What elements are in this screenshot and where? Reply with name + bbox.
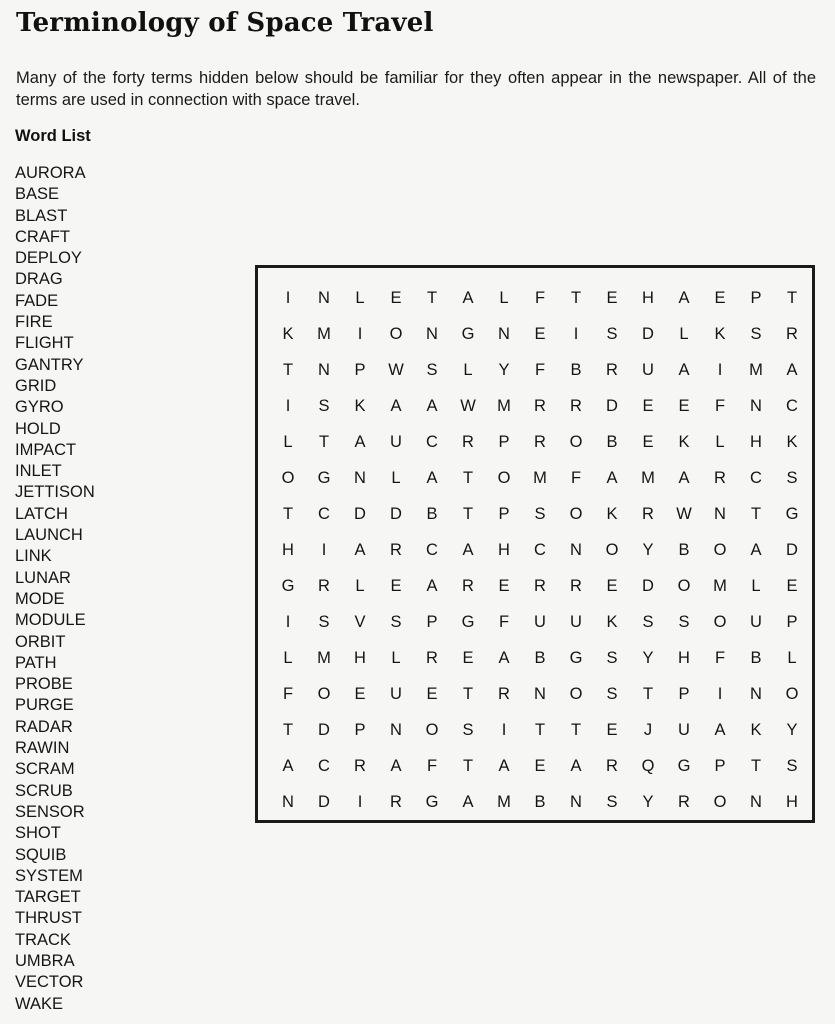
word-list-item: FADE	[15, 291, 59, 310]
grid-letter[interactable]: I	[573, 324, 579, 343]
grid-letter[interactable]: K	[786, 432, 798, 451]
grid-letter[interactable]: L	[355, 576, 365, 595]
grid-letter[interactable]: A	[390, 756, 402, 775]
grid-letter[interactable]: W	[460, 396, 476, 415]
grid-letter[interactable]: M	[749, 360, 763, 379]
grid-letter[interactable]: O	[281, 468, 295, 487]
grid-letter[interactable]: E	[426, 684, 438, 703]
grid-letter[interactable]: E	[642, 396, 654, 415]
grid-letter[interactable]: D	[318, 720, 330, 739]
grid-letter[interactable]: B	[534, 648, 546, 667]
grid-letter[interactable]: R	[318, 576, 330, 595]
word-list-item: GYRO	[15, 398, 64, 417]
grid-letter[interactable]: O	[713, 540, 727, 559]
grid-letter[interactable]: I	[357, 324, 363, 343]
grid-letter[interactable]: E	[354, 684, 366, 703]
grid-letter[interactable]: U	[750, 612, 762, 631]
grid-letter[interactable]: O	[425, 720, 439, 739]
word-list-item: AURORA	[15, 164, 86, 182]
grid-letter[interactable]: N	[354, 468, 366, 487]
grid-letter[interactable]: T	[426, 288, 438, 307]
grid-letter[interactable]: R	[498, 684, 510, 703]
grid-letter[interactable]: N	[426, 324, 438, 343]
grid-letter[interactable]: O	[713, 612, 727, 631]
grid-letter[interactable]: S	[318, 396, 330, 415]
grid-letter[interactable]: D	[642, 576, 654, 595]
grid-letter[interactable]: L	[283, 648, 293, 667]
grid-letter[interactable]: F	[714, 648, 726, 667]
page-title: Terminology of Space Travel	[16, 8, 434, 38]
grid-letter[interactable]: Y	[498, 360, 510, 379]
grid-letter[interactable]: P	[354, 360, 366, 379]
grid-letter[interactable]: R	[462, 576, 474, 595]
grid-letter[interactable]: E	[462, 648, 474, 667]
grid-letter[interactable]: D	[642, 324, 654, 343]
grid-letter[interactable]: Y	[642, 540, 654, 559]
grid-letter[interactable]: U	[678, 720, 690, 739]
grid-letter[interactable]: S	[606, 684, 618, 703]
grid-letter[interactable]: U	[534, 612, 546, 631]
grid-letter[interactable]: F	[534, 360, 546, 379]
grid-letter[interactable]: A	[462, 792, 474, 811]
grid-letter[interactable]: K	[750, 720, 762, 739]
grid-letter[interactable]: T	[462, 468, 474, 487]
grid-letter[interactable]: R	[642, 504, 654, 523]
grid-letter[interactable]: T	[282, 504, 294, 523]
grid-letter[interactable]: P	[354, 720, 366, 739]
intro-paragraph: Many of the forty terms hidden below should be familiar for they often appear in the newspaper. All of the terms are used in connection with space travel.	[16, 69, 816, 109]
word-list-item: INLET	[15, 462, 62, 481]
grid-letter[interactable]: L	[787, 648, 797, 667]
grid-letter[interactable]: P	[426, 612, 438, 631]
word-list-item: HOLD	[15, 419, 61, 438]
grid-letter[interactable]: K	[606, 504, 618, 523]
grid-letter[interactable]: O	[317, 684, 331, 703]
grid-letter[interactable]: S	[642, 612, 654, 631]
word-list-item: IMPACT	[15, 440, 77, 459]
grid-letter[interactable]: L	[355, 288, 365, 307]
grid-letter[interactable]: S	[426, 360, 438, 379]
grid-letter[interactable]: T	[462, 756, 474, 775]
grid-letter[interactable]: P	[750, 288, 762, 307]
grid-letter[interactable]: M	[641, 468, 655, 487]
grid-letter[interactable]: Y	[642, 648, 654, 667]
word-list-item: SHOT	[15, 824, 61, 843]
word-list-item: ORBIT	[15, 632, 66, 651]
grid-letter[interactable]: C	[426, 540, 438, 559]
grid-letter[interactable]: G	[461, 324, 475, 343]
grid-letter[interactable]: N	[318, 360, 330, 379]
grid-letter[interactable]: S	[678, 612, 690, 631]
grid-letter[interactable]: N	[570, 792, 582, 811]
grid-letter[interactable]: A	[282, 756, 294, 775]
grid-letter[interactable]: O	[713, 792, 727, 811]
word-list-item: LUNAR	[15, 568, 71, 587]
grid-letter[interactable]: Y	[642, 792, 654, 811]
grid-letter[interactable]: D	[390, 504, 402, 523]
grid-letter[interactable]: O	[497, 468, 511, 487]
grid-letter[interactable]: U	[570, 612, 582, 631]
grid-letter[interactable]: M	[317, 648, 331, 667]
grid-letter[interactable]: C	[426, 432, 438, 451]
word-list-item: SYSTEM	[15, 866, 83, 885]
grid-letter[interactable]: L	[679, 324, 689, 343]
grid-letter[interactable]: S	[318, 612, 330, 631]
grid-letter[interactable]: A	[678, 468, 690, 487]
word-list-item: SCRAM	[15, 760, 75, 779]
grid-letter[interactable]: E	[534, 756, 546, 775]
word-list	[15, 163, 95, 1015]
grid-letter[interactable]: A	[678, 288, 690, 307]
grid-letter[interactable]: M	[497, 792, 511, 811]
grid-letter[interactable]: H	[354, 648, 366, 667]
grid-letter[interactable]: T	[462, 684, 474, 703]
grid-letter[interactable]: U	[390, 432, 402, 451]
grid-letter[interactable]: T	[570, 720, 582, 739]
grid-letter[interactable]: E	[606, 576, 618, 595]
grid-letter[interactable]: Y	[786, 720, 798, 739]
grid-letter[interactable]: R	[534, 396, 546, 415]
grid-letter[interactable]: L	[499, 288, 509, 307]
word-list-item: LINK	[15, 547, 52, 566]
grid-letter[interactable]: B	[426, 504, 438, 523]
grid-letter[interactable]: I	[717, 684, 723, 703]
grid-letter[interactable]: N	[534, 684, 546, 703]
grid-letter[interactable]: G	[677, 756, 691, 775]
grid-letter[interactable]: K	[282, 324, 294, 343]
grid-letter[interactable]: A	[426, 576, 438, 595]
grid-letter[interactable]: J	[643, 720, 653, 739]
grid-letter[interactable]: L	[751, 576, 761, 595]
word-list-item: JETTISON	[15, 483, 95, 502]
grid-letter[interactable]: W	[676, 504, 692, 523]
grid-letter[interactable]: H	[750, 432, 762, 451]
grid-letter[interactable]: A	[570, 756, 582, 775]
grid-letter[interactable]: G	[461, 612, 475, 631]
grid-letter[interactable]: B	[570, 360, 582, 379]
grid-letter[interactable]: I	[285, 612, 291, 631]
grid-letter[interactable]: D	[786, 540, 798, 559]
grid-letter[interactable]: N	[498, 324, 510, 343]
grid-letter[interactable]: L	[391, 648, 401, 667]
grid-letter[interactable]: O	[785, 684, 799, 703]
grid-letter[interactable]: P	[714, 756, 726, 775]
word-list-item: GRID	[15, 376, 57, 395]
grid-letter[interactable]: A	[426, 468, 438, 487]
word-list-item: SQUIB	[15, 845, 67, 864]
grid-letter[interactable]: T	[282, 720, 294, 739]
grid-letter[interactable]: P	[498, 504, 510, 523]
grid-letter[interactable]: R	[426, 648, 438, 667]
grid-letter[interactable]: L	[283, 432, 293, 451]
grid-letter[interactable]: G	[569, 648, 583, 667]
grid-letter[interactable]: E	[606, 288, 618, 307]
grid-letter[interactable]: D	[318, 792, 330, 811]
grid-letter[interactable]: B	[606, 432, 618, 451]
grid-letter[interactable]: U	[390, 684, 402, 703]
grid-letter[interactable]: Q	[641, 756, 655, 775]
grid-letter[interactable]: A	[462, 288, 474, 307]
grid-letter[interactable]: L	[391, 468, 401, 487]
word-list-item: FLIGHT	[15, 334, 74, 353]
grid-letter[interactable]: O	[605, 540, 619, 559]
grid-letter[interactable]: H	[498, 540, 510, 559]
grid-letter[interactable]: S	[606, 324, 618, 343]
grid-letter[interactable]: E	[390, 576, 402, 595]
grid-letter[interactable]: T	[570, 288, 582, 307]
grid-letter[interactable]: A	[498, 756, 510, 775]
word-list-heading: Word List	[15, 127, 91, 145]
grid-letter[interactable]: O	[569, 504, 583, 523]
grid-letter[interactable]: B	[750, 648, 762, 667]
grid-letter[interactable]: S	[750, 324, 762, 343]
grid-letter[interactable]: E	[390, 288, 402, 307]
grid-letter[interactable]: T	[750, 756, 762, 775]
word-search-puzzle	[255, 265, 815, 823]
word-list-item: DRAG	[15, 270, 63, 289]
grid-letter[interactable]: T	[750, 504, 762, 523]
grid-letter[interactable]: O	[389, 324, 403, 343]
word-list-item: MODULE	[15, 611, 86, 630]
grid-letter[interactable]: H	[642, 288, 654, 307]
grid-letter[interactable]: G	[785, 504, 799, 523]
grid-letter[interactable]: E	[714, 288, 726, 307]
grid-letter[interactable]: F	[498, 612, 510, 631]
word-list-item: PROBE	[15, 675, 73, 694]
grid-letter[interactable]: I	[717, 360, 723, 379]
grid-letter[interactable]: R	[786, 324, 798, 343]
grid-letter[interactable]: E	[642, 432, 654, 451]
word-list-item: TRACK	[15, 930, 71, 949]
grid-letter[interactable]: S	[534, 504, 546, 523]
word-list-item: CRAFT	[15, 227, 70, 246]
grid-letter[interactable]: G	[425, 792, 439, 811]
grid-letter[interactable]: S	[786, 468, 798, 487]
word-list-item: FIRE	[15, 313, 53, 332]
grid-letter[interactable]: N	[750, 684, 762, 703]
grid-letter[interactable]: B	[534, 792, 546, 811]
grid-letter[interactable]: G	[281, 576, 295, 595]
grid-letter[interactable]: R	[606, 756, 618, 775]
grid-letter[interactable]: W	[388, 360, 404, 379]
grid-letter[interactable]: D	[606, 396, 618, 415]
word-list-item: LAUNCH	[15, 526, 83, 545]
grid-letter[interactable]: C	[786, 396, 798, 415]
grid-letter[interactable]: R	[534, 576, 546, 595]
grid-letter[interactable]: I	[285, 288, 291, 307]
grid-letter[interactable]: M	[497, 396, 511, 415]
grid-letter[interactable]: A	[786, 360, 798, 379]
grid-letter[interactable]: C	[318, 504, 330, 523]
word-list-item: LATCH	[15, 504, 68, 523]
grid-letter[interactable]: E	[678, 396, 690, 415]
grid-letter[interactable]: F	[426, 756, 438, 775]
word-list-item: MODE	[15, 589, 65, 608]
grid-letter[interactable]: C	[534, 540, 546, 559]
grid-letter[interactable]: V	[354, 612, 366, 631]
grid-letter[interactable]: E	[498, 576, 510, 595]
grid-letter[interactable]: S	[786, 756, 798, 775]
word-list-item: SCRUB	[15, 781, 73, 800]
grid-letter[interactable]: A	[606, 468, 618, 487]
grid-letter[interactable]: A	[354, 432, 366, 451]
grid-letter[interactable]: T	[318, 432, 330, 451]
grid-letter[interactable]: I	[321, 540, 327, 559]
grid-letter[interactable]: C	[318, 756, 330, 775]
grid-letter[interactable]: K	[354, 396, 366, 415]
grid-letter[interactable]: D	[354, 504, 366, 523]
grid-letter[interactable]: N	[750, 792, 762, 811]
grid-letter[interactable]: I	[501, 720, 507, 739]
grid-letter[interactable]: T	[642, 684, 654, 703]
grid-letter[interactable]: R	[390, 792, 402, 811]
grid-letter[interactable]: A	[498, 648, 510, 667]
grid-letter[interactable]: E	[606, 720, 618, 739]
grid-letter[interactable]: U	[642, 360, 654, 379]
grid-letter[interactable]: O	[569, 684, 583, 703]
word-list-item: BLAST	[15, 206, 68, 225]
grid-letter[interactable]: T	[786, 288, 798, 307]
grid-letter[interactable]: S	[606, 792, 618, 811]
grid-letter[interactable]: R	[570, 576, 582, 595]
grid-letter[interactable]: H	[282, 540, 294, 559]
grid-letter[interactable]: A	[462, 540, 474, 559]
word-list-item: PURGE	[15, 696, 74, 715]
grid-letter[interactable]: H	[786, 792, 798, 811]
word-list-item: TARGET	[15, 888, 81, 907]
grid-letter[interactable]: S	[606, 648, 618, 667]
grid-letter[interactable]: F	[534, 288, 546, 307]
grid-letter[interactable]: T	[462, 504, 474, 523]
grid-letter[interactable]: T	[282, 360, 294, 379]
word-list-item: PATH	[15, 653, 57, 672]
grid-letter[interactable]: B	[678, 540, 690, 559]
grid-letter[interactable]: K	[714, 324, 726, 343]
grid-letter[interactable]: R	[534, 432, 546, 451]
grid-letter[interactable]: M	[317, 324, 331, 343]
grid-letter[interactable]: N	[750, 396, 762, 415]
word-list-item: VECTOR	[15, 973, 84, 992]
word-list-item: GANTRY	[15, 355, 84, 374]
grid-letter[interactable]: A	[714, 720, 726, 739]
grid-letter[interactable]: R	[462, 432, 474, 451]
grid-letter[interactable]: M	[713, 576, 727, 595]
word-list-item: DEPLOY	[15, 249, 82, 268]
grid-letter[interactable]: A	[426, 396, 438, 415]
grid-letter[interactable]: E	[534, 324, 546, 343]
grid-letter[interactable]: F	[570, 468, 582, 487]
grid-letter[interactable]: R	[390, 540, 402, 559]
grid-letter[interactable]: T	[534, 720, 546, 739]
letter-grid	[270, 280, 810, 820]
grid-letter[interactable]: C	[750, 468, 762, 487]
grid-letter[interactable]: S	[462, 720, 474, 739]
grid-letter[interactable]: I	[285, 396, 291, 415]
grid-letter[interactable]: P	[786, 612, 798, 631]
word-list-item: RADAR	[15, 717, 73, 736]
grid-letter[interactable]: I	[357, 792, 363, 811]
grid-letter[interactable]: R	[714, 468, 726, 487]
grid-letter[interactable]: R	[606, 360, 618, 379]
grid-letter[interactable]: N	[714, 504, 726, 523]
grid-letter[interactable]: P	[678, 684, 690, 703]
grid-letter[interactable]: N	[318, 288, 330, 307]
grid-letter[interactable]: R	[570, 396, 582, 415]
grid-letter[interactable]: K	[678, 432, 690, 451]
grid-letter[interactable]: A	[390, 396, 402, 415]
grid-letter[interactable]: O	[677, 576, 691, 595]
grid-letter[interactable]: H	[678, 648, 690, 667]
word-list-item: THRUST	[15, 909, 82, 928]
grid-letter[interactable]: S	[390, 612, 402, 631]
word-list-item: UMBRA	[15, 951, 75, 970]
grid-letter[interactable]: N	[390, 720, 402, 739]
grid-letter[interactable]: R	[678, 792, 690, 811]
word-list-item: BASE	[15, 185, 60, 204]
grid-letter[interactable]: K	[606, 612, 618, 631]
grid-letter[interactable]: L	[463, 360, 473, 379]
grid-letter[interactable]: O	[569, 432, 583, 451]
grid-letter[interactable]: G	[317, 468, 331, 487]
grid-letter[interactable]: N	[570, 540, 582, 559]
grid-letter[interactable]: R	[354, 756, 366, 775]
grid-letter[interactable]: E	[786, 576, 798, 595]
grid-letter[interactable]: M	[533, 468, 547, 487]
grid-letter[interactable]: F	[282, 684, 294, 703]
grid-letter[interactable]: A	[678, 360, 690, 379]
word-list-item: WAKE	[15, 994, 63, 1013]
grid-letter[interactable]: L	[715, 432, 725, 451]
grid-letter[interactable]: A	[750, 540, 762, 559]
grid-letter[interactable]: P	[498, 432, 510, 451]
grid-letter[interactable]: N	[282, 792, 294, 811]
grid-letter[interactable]: F	[714, 396, 726, 415]
grid-letter[interactable]: A	[354, 540, 366, 559]
word-list-item: RAWIN	[15, 739, 70, 758]
word-list-item: SENSOR	[15, 802, 85, 821]
